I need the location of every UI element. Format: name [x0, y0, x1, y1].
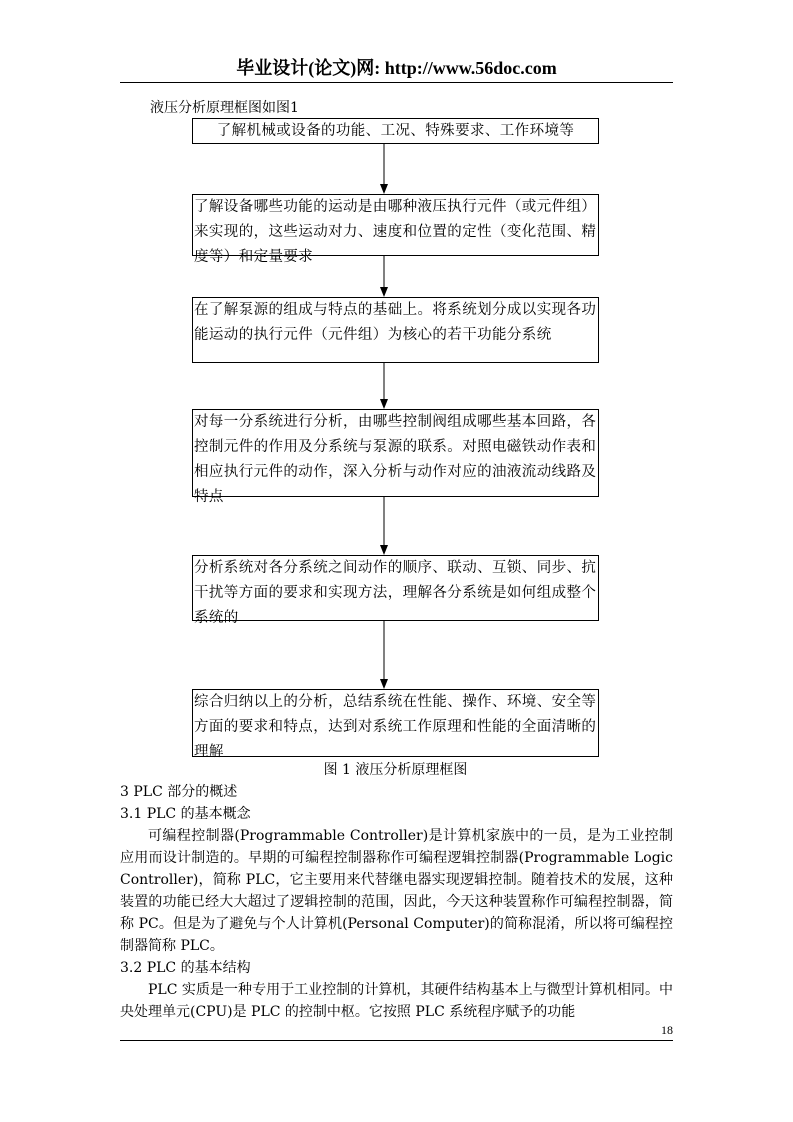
footer-rule [120, 1040, 673, 1041]
flowchart-arrow-4 [378, 497, 390, 555]
figure-intro: 液压分析原理框图如图1 [150, 100, 299, 116]
header-rule [120, 82, 673, 83]
flowchart-arrow-1 [378, 144, 390, 194]
page-header-title: 毕业设计(论文)网: http://www.56doc.com [236, 58, 557, 78]
flowchart-arrow-5 [378, 621, 390, 689]
paragraph-plc-concept: 可编程控制器(Programmable Controller)是计算机家族中的一员，是为工业控制应用而设计制造的。早期的可编程控制器称作可编程逻辑控制器(Programmable Logic Controller)，简称 PLC，它主要用来代替继电器实现逻辑控制。随着技术的发展，这种装置的功能已经大大超过了逻辑控制的范围，因此，今天这种装置称作可编程控制器，简称 PC。但是为了避免与个人计算机(Personal Computer)的简称混淆，所以将可编程控制器简称 PLC。 [120, 828, 673, 954]
subsection-heading-1: 3.1 PLC 的基本概念 [120, 806, 251, 822]
flowchart-box-5: 分析系统对各分系统之间动作的顺序、联动、互锁、同步、抗干扰等方面的要求和实现方法，理解各分系统是如何组成整个系统的 [192, 555, 599, 621]
flowchart-arrow-2 [378, 256, 390, 297]
flowchart-box-2: 了解设备哪些功能的运动是由哪种液压执行元件（或元件组）来实现的，这些运动对力、速度和位置的定性（变化范围、精度等）和定量要求 [192, 194, 599, 256]
flowchart-box-4: 对每一分系统进行分析，由哪些控制阀组成哪些基本回路，各控制元件的作用及分系统与泵源的联系。对照电磁铁动作表和相应执行元件的动作，深入分析与动作对应的油液流动线路及特点 [192, 409, 599, 497]
subsection-heading-2: 3.2 PLC 的基本结构 [120, 960, 251, 976]
flowchart-box-3: 在了解泵源的组成与特点的基础上。将系统划分成以实现各功能运动的执行元件（元件组）为核心的若干功能分系统 [192, 297, 599, 363]
figure-caption: 图 1 液压分析原理框图 [323, 762, 468, 778]
section-heading: 3 PLC 部分的概述 [120, 784, 238, 800]
flowchart-arrow-3 [378, 363, 390, 409]
flowchart-box-6: 综合归纳以上的分析，总结系统在性能、操作、环境、安全等方面的要求和特点，达到对系统工作原理和性能的全面清晰的理解 [192, 689, 599, 757]
page-number: 18 [661, 1023, 673, 1037]
paragraph-plc-structure: PLC 实质是一种专用于工业控制的计算机，其硬件结构基本上与微型计算机相同。中央处理单元(CPU)是 PLC 的控制中枢。它按照 PLC 系统程序赋予的功能 [120, 982, 673, 1020]
flowchart-box-1: 了解机械或设备的功能、工况、特殊要求、工作环境等 [192, 118, 599, 144]
